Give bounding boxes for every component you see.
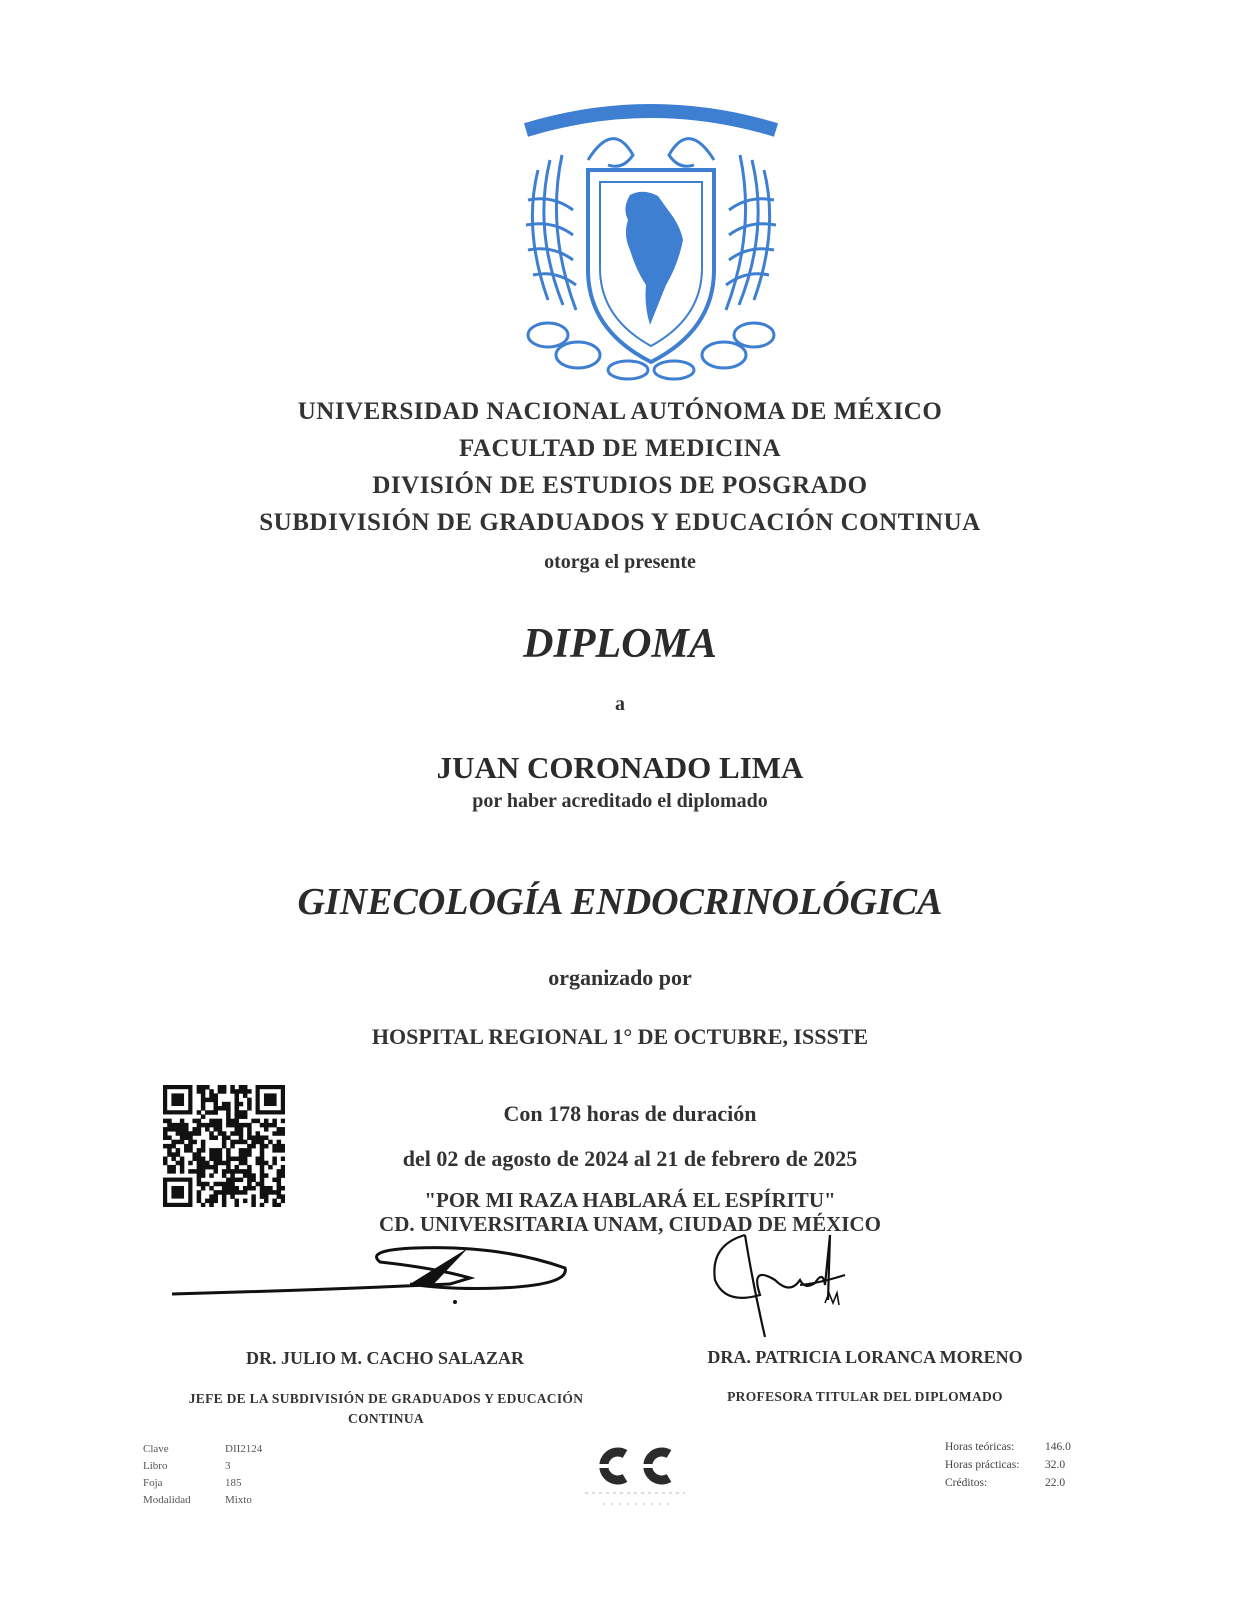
dates-text: del 02 de agosto de 2024 al 21 de febrero de 2025 xyxy=(402,1146,858,1171)
registry-value: 185 xyxy=(225,1477,242,1489)
hours-row xyxy=(945,1438,1105,1456)
faculty-name: FACULTAD DE MEDICINA xyxy=(458,435,782,462)
registry-block xyxy=(143,1441,343,1509)
registry-label: Clave xyxy=(143,1443,169,1455)
hours-label: Horas teóricas: xyxy=(945,1441,1015,1453)
hours-value: 22.0 xyxy=(1045,1477,1066,1489)
signer-left-title: JEFE DE LA SUBDIVISIÓN DE GRADUADOS Y EDUCACIÓN CONTINUA xyxy=(188,1391,584,1426)
duration-text: Con 178 horas de duración xyxy=(503,1101,757,1126)
grants-text: otorga el presente xyxy=(544,551,696,573)
reason-text: por haber acreditado el diplomado xyxy=(472,790,768,812)
registry-label: Libro xyxy=(143,1460,168,1472)
motto-text: "POR MI RAZA HABLARÁ EL ESPÍRITU" xyxy=(424,1188,836,1212)
hours-value: 32.0 xyxy=(1045,1459,1066,1471)
hours-label: Horas prácticas: xyxy=(945,1459,1020,1471)
registry-label: Foja xyxy=(143,1477,163,1489)
signature-left-icon xyxy=(170,1240,580,1310)
diploma-title: DIPLOMA xyxy=(523,621,717,667)
registry-value: Mixto xyxy=(225,1494,252,1506)
registry-value: 3 xyxy=(225,1460,231,1472)
organizer-name: HOSPITAL REGIONAL 1° DE OCTUBRE, ISSSTE xyxy=(371,1024,869,1049)
institution-name: UNIVERSIDAD NACIONAL AUTÓNOMA DE MÉXICO xyxy=(297,398,943,425)
organized-by-label: organizado por xyxy=(548,965,692,990)
recipient-name: JUAN CORONADO LIMA xyxy=(436,750,804,785)
division-name: DIVISIÓN DE ESTUDIOS DE POSGRADO xyxy=(372,472,868,499)
signer-left-name: DR. JULIO M. CACHO SALAZAR xyxy=(245,1348,524,1368)
registry-label: Modalidad xyxy=(143,1494,191,1506)
registry-row xyxy=(143,1475,343,1492)
signer-right-name: DRA. PATRICIA LORANCA MORENO xyxy=(707,1347,1023,1367)
continuing-education-logo-icon xyxy=(585,1438,685,1513)
registry-row xyxy=(143,1492,343,1509)
hours-row xyxy=(945,1474,1105,1492)
subdivision-name: SUBDIVISIÓN DE GRADUADOS Y EDUCACIÓN CONTINUA xyxy=(259,509,981,536)
hours-block xyxy=(945,1438,1105,1492)
place-text: CD. UNIVERSITARIA UNAM, CIUDAD DE MÉXICO xyxy=(379,1212,881,1236)
registry-row xyxy=(143,1441,343,1458)
registry-value: DII2124 xyxy=(225,1443,263,1455)
signature-right-icon xyxy=(705,1225,855,1340)
course-name: GINECOLOGÍA ENDOCRINOLÓGICA xyxy=(297,881,943,923)
to-text: a xyxy=(615,693,625,715)
hours-value: 146.0 xyxy=(1045,1441,1071,1453)
hours-row xyxy=(945,1456,1105,1474)
signer-right-title: PROFESORA TITULAR DEL DIPLOMADO xyxy=(727,1389,1003,1404)
unam-coat-of-arms-icon xyxy=(518,100,784,382)
hours-label: Créditos: xyxy=(945,1477,988,1489)
registry-row xyxy=(143,1458,343,1475)
